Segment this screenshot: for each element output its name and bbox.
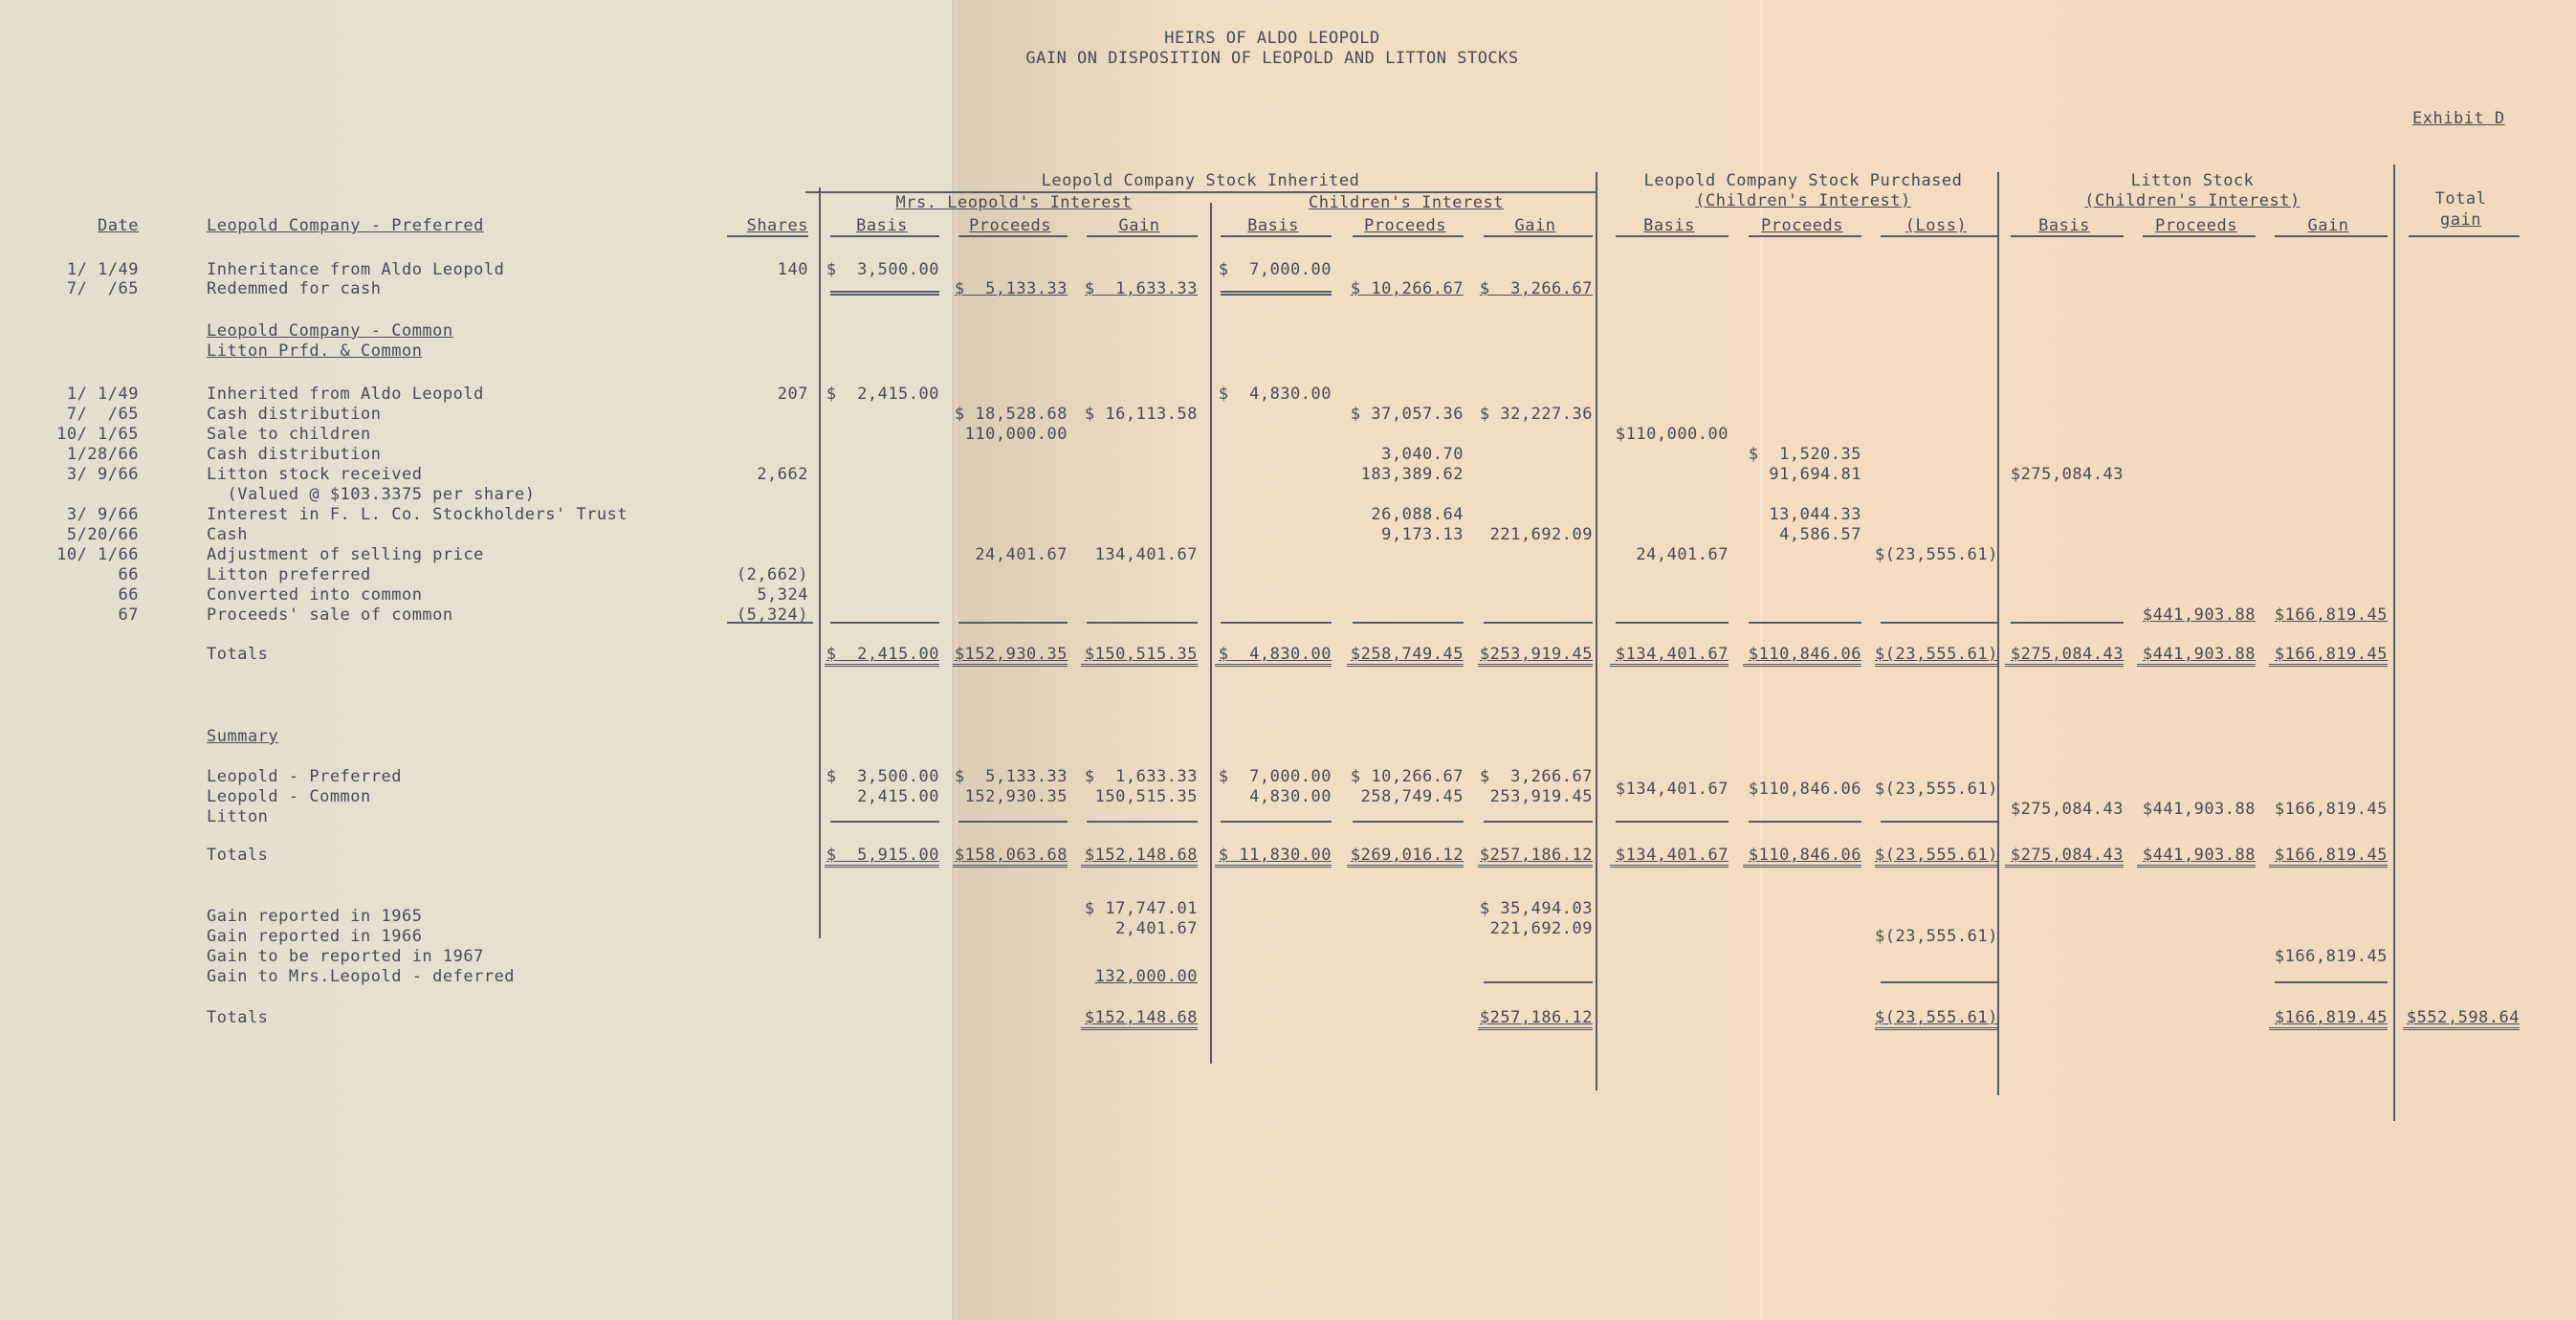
totals-mp-value: $152,930.35 [953,645,1068,667]
rule-line [1087,622,1198,624]
summary-cb-value: $ 7,000.00 [1218,767,1332,786]
rule-line [1087,821,1198,823]
rule-line [958,821,1068,823]
row-lp-value: $441,903.88 [2142,605,2256,625]
summary-totals-lg-value: $166,819.45 [2269,846,2388,868]
gain-totals-mg-value: $152,148.68 [1081,1008,1198,1030]
totals-lb-value: $275,084.43 [2005,645,2124,667]
rule-line [2409,235,2520,237]
column-header-pb: Basis [1643,216,1695,235]
row-cg-value: $ 3,266.67 [1479,279,1593,298]
row-cg-value: 221,692.09 [1489,525,1593,544]
column-header-cp: Proceeds [1364,216,1446,235]
row-cp-value: $ 10,266.67 [1350,279,1464,298]
row-mp-value: 110,000.00 [964,425,1068,444]
row-description: Proceeds' sale of common [207,605,453,625]
summary-totals-cb-value: $ 11,830.00 [1215,846,1332,868]
totals-lg-value: $166,819.45 [2269,645,2388,667]
rule-line [1881,981,1997,983]
summary-totals-pb-value: $134,401.67 [1610,846,1728,868]
group-purchased: Leopold Company Stock Purchased [1643,171,1963,190]
row-description: Sale to children [207,425,371,444]
rule-line [1221,291,1332,293]
summary-lg-value: $166,819.45 [2274,800,2388,819]
column-header-date: Date [98,216,139,235]
totals-pp-value: $110,846.06 [1743,645,1861,667]
row-description: Interest in F. L. Co. Stockholders' Trust [207,505,628,524]
row-description: Redemmed for cash [207,279,382,298]
summary-totals-pp-value: $110,846.06 [1743,846,1861,868]
row-date: 66 [118,565,139,584]
summary-cg-value: 253,919.45 [1489,787,1593,806]
gain-mg-value: $ 17,747.01 [1084,899,1198,918]
row-description: Converted into common [207,585,423,605]
rule-line [2011,235,2124,237]
row-description: Cash distribution [207,405,382,424]
summary-pb-value: $134,401.67 [1615,780,1728,799]
row-pp-value: 91,694.81 [1769,465,1861,484]
rule-line [2011,622,2124,624]
summary-cp-value: $ 10,266.67 [1350,767,1464,786]
totals-cb-value: $ 4,830.00 [1215,645,1332,667]
column-header-mp: Proceeds [969,216,1051,235]
column-header-shares: Shares [746,216,808,235]
totals-pb-value: $134,401.67 [1610,645,1728,667]
rule-line [1881,622,1997,624]
gain-totals-cg-value: $257,186.12 [1478,1008,1593,1030]
rule-line [2143,235,2256,237]
gain-mg-value: 132,000.00 [1094,967,1198,986]
row-mg-value: 134,401.67 [1094,545,1198,564]
gain-totals-pl-value: $(23,555.61) [1875,1008,1997,1030]
row-pb-value: 24,401.67 [1636,545,1728,564]
summary-heading: Summary [207,727,279,746]
gain-row-description: Gain to Mrs.Leopold - deferred [207,967,516,986]
row-cp-value: 9,173.13 [1381,525,1464,544]
summary-cp-value: 258,749.45 [1360,787,1464,806]
row-date: 10/ 1/65 [56,425,139,444]
row-mb-value: $ 2,415.00 [826,385,939,404]
column-header-lp: Proceeds [2155,216,2237,235]
group-children-interest: Children's Interest [1309,193,1504,212]
summary-row-description: Litton [207,807,269,826]
summary-cg-value: $ 3,266.67 [1479,767,1593,786]
rule-line [1221,235,1332,237]
rule-line [1221,821,1332,823]
row-description: Adjustment of selling price [207,545,484,564]
column-header-cb: Basis [1247,216,1299,235]
rule-line [1353,821,1464,823]
group-purchased-sub: (Children's Interest) [1695,191,1911,210]
row-shares: 2,662 [757,465,808,484]
row-mg-value: $ 1,633.33 [1084,279,1198,298]
row-pb-value: $110,000.00 [1615,425,1728,444]
summary-totals-lp-value: $441,903.88 [2137,846,2256,868]
summary-cb-value: 4,830.00 [1249,787,1332,806]
row-description: (Valued @ $103.3375 per share) [207,485,536,504]
group-inherited: Leopold Company Stock Inherited [1041,171,1360,190]
row-pl-value: $(23,555.61) [1875,545,1998,564]
rule-line [1353,235,1464,237]
gain-row-description: Gain to be reported in 1967 [207,947,484,966]
row-date: 67 [118,605,139,625]
rule-line [830,294,939,296]
gain-lg-value: $166,819.45 [2274,947,2388,966]
totals-label: Totals [207,645,269,664]
rule-line [1221,622,1332,624]
row-description: Litton preferred [207,565,371,584]
column-header-pl: (Loss) [1904,216,1968,235]
rule-line [830,821,939,823]
summary-totals-label: Totals [207,846,269,865]
row-shares: 140 [777,260,808,279]
row-date: 3/ 9/66 [66,505,139,524]
summary-totals-pl-value: $(23,555.61) [1875,846,1997,868]
row-date: 10/ 1/66 [56,545,139,564]
row-cp-value: $ 37,057.36 [1350,405,1464,424]
section-heading-litton: Litton Prfd. & Common [207,341,423,361]
rule-line [1484,981,1593,983]
totals-mg-value: $150,515.35 [1081,645,1198,667]
rule-line [830,235,939,237]
group-litton-sub: (Children's Interest) [2084,191,2301,210]
gain-totals-total-value: $552,598.64 [2403,1008,2520,1030]
summary-row-description: Leopold - Preferred [207,767,402,786]
summary-mb-value: 2,415.00 [857,787,939,806]
row-pp-value: $ 1,520.35 [1748,445,1861,464]
row-shares: 207 [777,385,808,404]
row-cb-value: $ 7,000.00 [1218,260,1332,279]
row-mg-value: $ 16,113.58 [1084,405,1198,424]
gain-totals-label: Totals [207,1008,269,1027]
column-header-lb: Basis [2038,216,2090,235]
column-header-mb: Basis [856,216,908,235]
rule-line [1616,622,1728,624]
summary-mp-value: 152,930.35 [964,787,1068,806]
rule-line [2275,235,2388,237]
row-description: Cash distribution [207,445,382,464]
summary-totals-cp-value: $269,016.12 [1347,846,1464,868]
column-header-mg: Gain [1118,216,1160,235]
rule-line [1353,622,1464,624]
summary-mg-value: $ 1,633.33 [1084,767,1198,786]
gain-cg-value: $ 35,494.03 [1479,899,1593,918]
rule-line [958,622,1068,624]
rule-line [1881,235,1997,237]
row-date: 3/ 9/66 [66,465,139,484]
rule-line [830,291,939,293]
rule-line [1749,622,1861,624]
rule-line [1484,235,1593,237]
summary-pl-value: $(23,555.61) [1875,780,1998,799]
summary-mp-value: $ 5,133.33 [954,767,1068,786]
group-mrs-interest: Mrs. Leopold's Interest [895,193,1133,212]
rule-line [1484,821,1593,823]
column-header-pp: Proceeds [1761,216,1843,235]
gain-cg-value: 221,692.09 [1489,919,1593,938]
gain-mg-value: 2,401.67 [1115,919,1198,938]
rule-line [1616,235,1728,237]
gain-row-description: Gain reported in 1965 [207,907,423,926]
summary-totals-cg-value: $257,186.12 [1478,846,1593,868]
rule-line [830,622,939,624]
row-mp-value: $ 18,528.68 [954,405,1068,424]
row-mp-value: 24,401.67 [975,545,1068,564]
row-description: Cash [207,525,248,544]
rule-line [1484,622,1593,624]
row-description: Inheritance from Aldo Leopold [207,260,505,279]
column-header-lg: Gain [2307,216,2349,235]
rule-line [1881,821,1997,823]
row-shares: (2,662) [736,565,808,584]
totals-pl-value: $(23,555.61) [1875,645,1997,667]
totals-lp-value: $441,903.88 [2137,645,2256,667]
gain-row-description: Gain reported in 1966 [207,927,423,946]
exhibit-label: Exhibit D [2412,109,2505,128]
row-date: 66 [118,585,139,605]
row-cp-value: 26,088.64 [1371,505,1464,524]
rule-line [727,235,808,237]
summary-lp-value: $441,903.88 [2142,800,2256,819]
group-total: Total [2434,189,2487,209]
row-date: 1/ 1/49 [66,260,139,279]
document-title: HEIRS OF ALDO LEOPOLD [1164,29,1380,48]
row-description: Litton stock received [207,465,423,484]
row-pp-value: 4,586.57 [1779,525,1861,544]
rule-line [727,622,813,624]
gain-totals-lg-value: $166,819.45 [2269,1008,2388,1030]
row-cg-value: $ 32,227.36 [1479,405,1593,424]
totals-cg-value: $253,919.45 [1478,645,1593,667]
summary-row-description: Leopold - Common [207,787,371,806]
row-date: 7/ /65 [66,405,139,424]
row-cp-value: 183,389.62 [1360,465,1464,484]
summary-mg-value: 150,515.35 [1094,787,1198,806]
row-date: 1/ 1/49 [66,385,139,404]
gain-pl-value: $(23,555.61) [1875,927,1998,946]
rule-line [1087,235,1198,237]
row-lb-value: $275,084.43 [2010,465,2124,484]
summary-totals-mg-value: $152,148.68 [1081,846,1198,868]
totals-cp-value: $258,749.45 [1347,645,1464,667]
summary-mb-value: $ 3,500.00 [826,767,939,786]
column-header-cg: Gain [1514,216,1556,235]
rule-line [2275,981,2388,983]
rule-line [1616,821,1728,823]
row-mb-value: $ 3,500.00 [826,260,939,279]
row-cp-value: 3,040.70 [1381,445,1464,464]
row-mp-value: $ 5,133.33 [954,279,1068,298]
summary-totals-lb-value: $275,084.43 [2005,846,2124,868]
row-date: 5/20/66 [66,525,139,544]
rule-line [958,235,1068,237]
summary-totals-mp-value: $158,063.68 [953,846,1068,868]
summary-lb-value: $275,084.43 [2010,800,2124,819]
rule-line [1749,235,1861,237]
row-cb-value: $ 4,830.00 [1218,385,1332,404]
row-date: 7/ /65 [66,279,139,298]
rule-line [1749,821,1861,823]
group-total-sub: gain [2440,210,2481,230]
row-shares: 5,324 [757,585,808,605]
rule-line [1221,294,1332,296]
row-lg-value: $166,819.45 [2274,605,2388,625]
document-subtitle: GAIN ON DISPOSITION OF LEOPOLD AND LITTON STOCKS [1025,49,1519,68]
group-litton: Litton Stock [2130,171,2255,190]
section-heading-common: Leopold Company - Common [207,321,453,341]
row-shares: (5,324) [736,605,808,625]
row-date: 1/28/66 [66,445,139,464]
column-header-desc: Leopold Company - Preferred [207,216,484,235]
totals-mb-value: $ 2,415.00 [825,645,939,667]
summary-totals-mb-value: $ 5,915.00 [825,846,939,868]
row-description: Inherited from Aldo Leopold [207,385,484,404]
summary-pp-value: $110,846.06 [1748,780,1861,799]
row-pp-value: 13,044.33 [1769,505,1861,524]
